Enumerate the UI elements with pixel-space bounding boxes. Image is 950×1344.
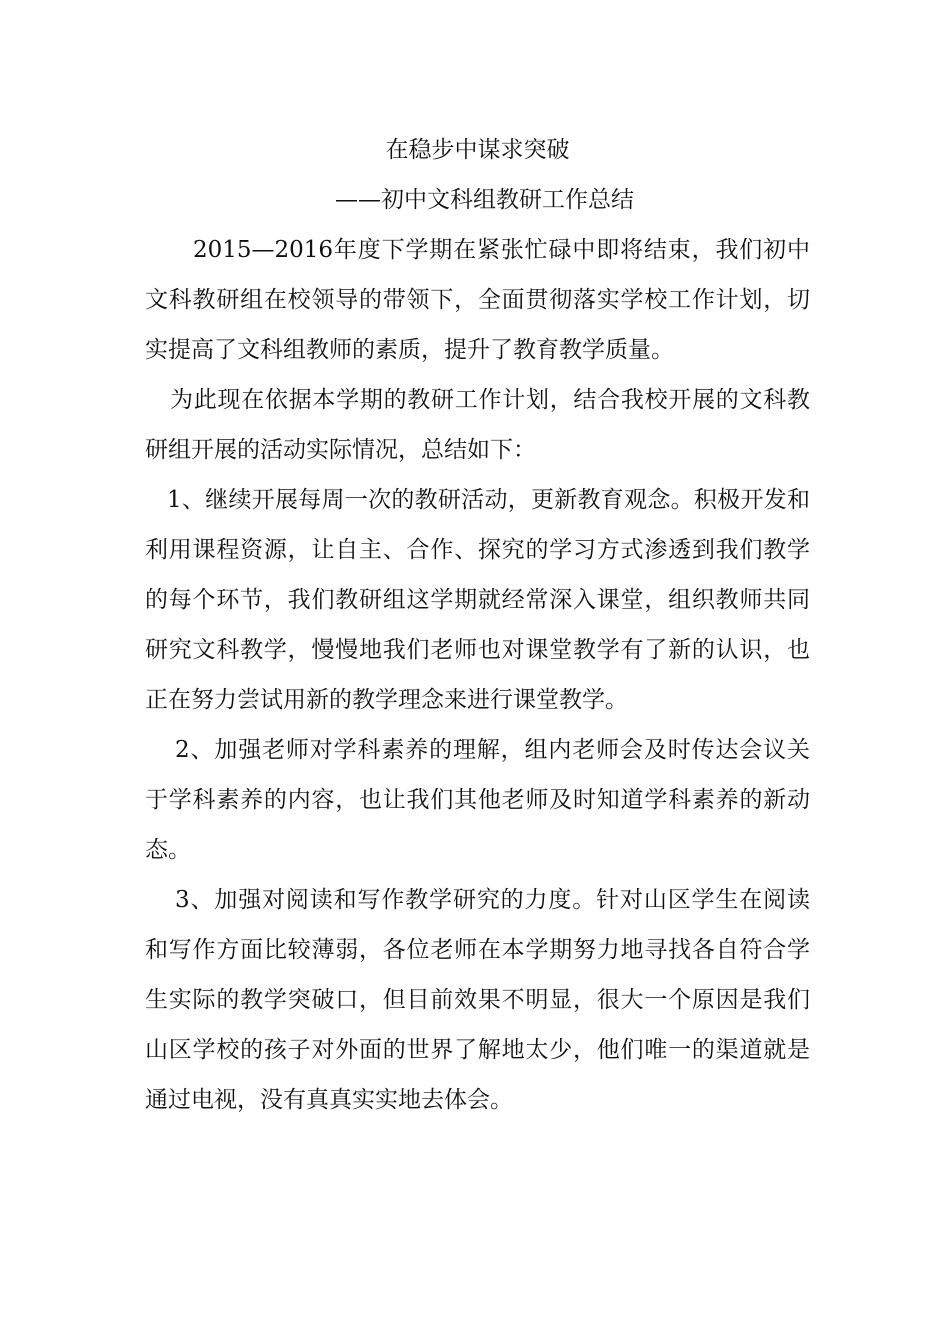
document-subtitle: ——初中文科组教研工作总结 (335, 187, 634, 213)
document-title: 在稳步中谋求突破 (385, 137, 570, 163)
paragraph-summary-lead: 为此现在依据本学期的教研工作计划，结合我校开展的文科教研组开展的活动实际情况，总结如下： (145, 387, 810, 463)
paragraph-item-3: 3、加强对阅读和写作教学研究的力度。针对山区学生在阅读和写作方面比较薄弱，各位老师在本学期努力地寻找各自符合学生实际的教学突破口，但目前效果不明显，很大一个原因是我们山区学校的孩子对外面的世界了解地太少，他们唯一的渠道就是通过电视，没有真真实实地去体会。 (145, 887, 810, 1113)
document-page (145, 125, 810, 1125)
paragraph-item-2: 2、加强老师对学科素养的理解，组内老师会及时传达会议关于学科素养的内容，也让我们其他老师及时知道学科素养的新动态。 (145, 737, 810, 863)
paragraph-item-1: 1、继续开展每周一次的教研活动，更新教育观念。积极开发和利用课程资源，让自主、合作、探究的学习方式渗透到我们教学的每个环节，我们教研组这学期就经常深入课堂，组织教师共同研究文科教学，慢慢地我们老师也对课堂教学有了新的认识，也正在努力尝试用新的教学理念来进行课堂教学。 (145, 487, 810, 713)
paragraph-intro: 2015—2016年度下学期在紧张忙碌中即将结束，我们初中文科教研组在校领导的带领下，全面贯彻落实学校工作计划，切实提高了文科组教师的素质，提升了教育教学质量。 (145, 237, 810, 363)
